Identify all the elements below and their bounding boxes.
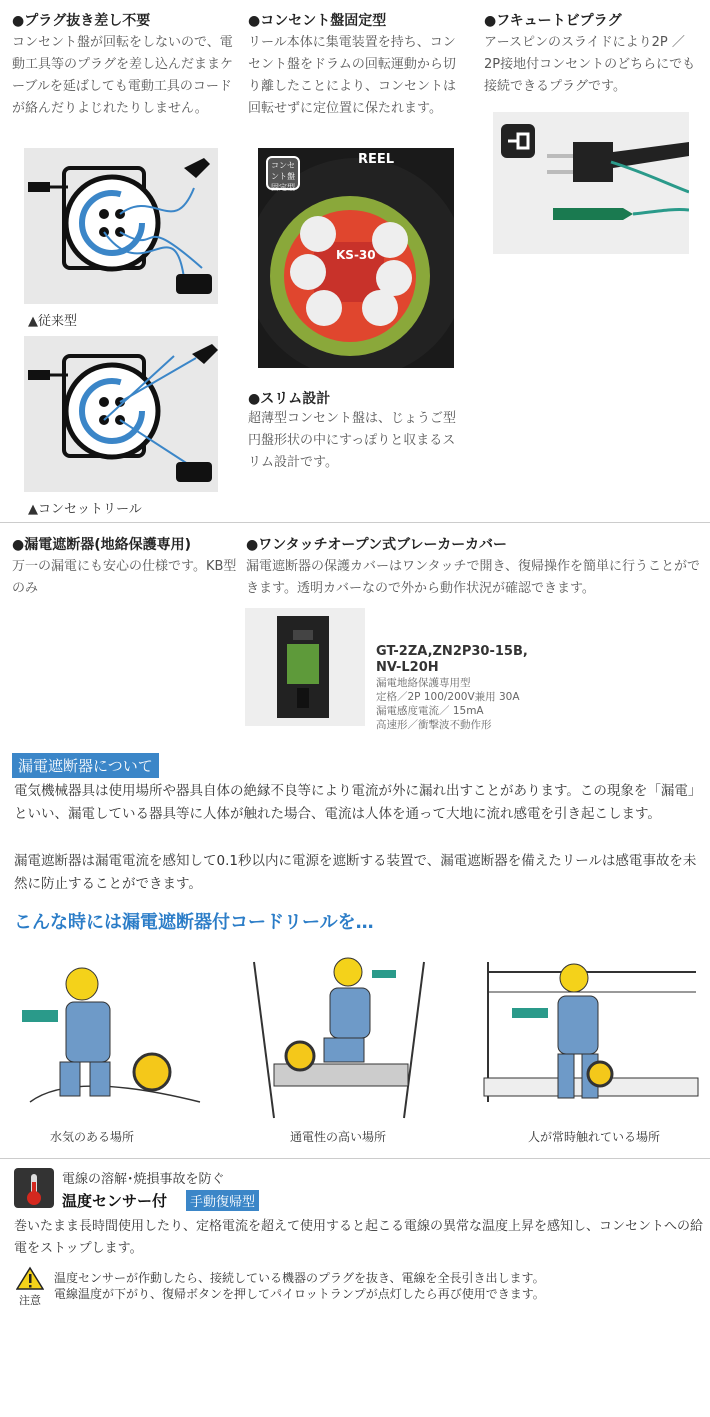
caption-conventional: ▲従来型 xyxy=(28,314,77,329)
reel-model-label: KS-30 xyxy=(336,248,376,262)
feature-title-fixed: ●コンセント盤固定型 xyxy=(248,13,387,29)
breaker-spec: 高速形／衝撃波不動作形 xyxy=(376,719,492,731)
warning-icon xyxy=(16,1266,44,1290)
feature-text-slim: 超薄型コンセント盤は、じょうご型円盤形状の中にすっぽりと収まるスリム設計です。 xyxy=(248,411,457,470)
sensor-text: 巻いたまま長時間使用したり、定格電流を超えて使用すると起こる電線の異常な温度上昇を感知し、コンセントへの給電をストップします。 xyxy=(14,1219,704,1256)
conventional-reel-diagram xyxy=(24,148,218,304)
breaker-specs xyxy=(376,676,520,732)
caution-line: 温度センサーが作動したら、接続している機器のプラグを抜き、電線を全長引き出します。 xyxy=(54,1271,545,1285)
scene-touch-place xyxy=(482,952,700,1122)
feature-text-tobi-plug: アースピンのスライドにより2P ／ 2P接地付コンセントのどちらにでも接続できるプラグです。 xyxy=(484,35,696,94)
feature-title-plug: ●プラグ抜き差し不要 xyxy=(12,13,151,29)
caption-outlet-reel: ▲コンセットリール xyxy=(28,502,142,517)
plug-photo xyxy=(493,112,689,254)
breaker-spec: 漏電感度電流／ 15mA xyxy=(376,705,484,717)
caution-lines xyxy=(54,1270,545,1302)
sensor-subtitle: 電線の溶解･焼損事故を防ぐ xyxy=(62,1172,225,1187)
breaker-model-line2: NV-L20H xyxy=(376,660,439,675)
fixed-type-badge: コンセント盤固定型 xyxy=(266,156,300,190)
feature-text-cover: 漏電遮断器の保護カバーはワンタッチで開き、復帰操作を簡単に行うことができます。透明カバーなので外から動作状況が確認できます。 xyxy=(246,559,700,596)
reel-photo xyxy=(258,148,454,368)
feature-title-tobi-plug: ●フキュートビプラグ xyxy=(484,13,622,29)
scene-label-touch: 人が常時触れている場所 xyxy=(528,1130,661,1144)
scene-conductive-place xyxy=(244,952,438,1122)
scene-label-wet: 水気のある場所 xyxy=(50,1130,135,1144)
feature-text-fixed: リール本体に集電装置を持ち、コンセント盤をドラムの回転運動から切り離したことにより、コンセントは回転せずに定位置に保たれます。 xyxy=(248,35,457,116)
breaker-model xyxy=(376,644,528,676)
about-heading: 漏電遮断器について xyxy=(12,753,159,778)
breaker-model-line1: GT-2ZA,ZN2P30-15B, xyxy=(376,644,528,659)
about-paragraph-1: 電気機械器具は使用場所や器具自体の絶縁不良等により電流が外に漏れ出すことがあります。この現象を「漏電」といい、漏電している器具等に人体が触れた場合、電流は人体を通って大地に流れ感電を引き起こします。 xyxy=(14,783,702,822)
usage-heading: こんな時には漏電遮断器付コードリールを… xyxy=(14,912,374,933)
thermometer-icon xyxy=(14,1168,54,1208)
feature-text-leakage: 万一の漏電にも安心の仕様です。KB型のみ xyxy=(12,559,237,596)
breaker-spec: 定格／2P 100/200V兼用 30A xyxy=(376,691,520,703)
feature-title-leakage: ●漏電遮断器(地絡保護専用) xyxy=(12,537,192,553)
outlet-reel-diagram xyxy=(24,336,218,492)
feature-text-plug: コンセント盤が回転をしないので、電動工具等のプラグを差し込んだままケーブルを延ばしても電動工具のコードが絡んだりよじれたりしません。 xyxy=(12,35,234,116)
caution-line: 電線温度が下がり、復帰ボタンを押してパイロットランプが点灯したら再び使用できます。 xyxy=(54,1287,545,1301)
caution-label: 注意 xyxy=(19,1294,41,1307)
caution-block xyxy=(16,1266,44,1306)
feature-title-cover: ●ワンタッチオープン式ブレーカーカバー xyxy=(246,537,507,553)
sensor-badge: 手動復帰型 xyxy=(186,1190,259,1211)
reel-brand-text: REEL xyxy=(358,152,395,167)
breaker-spec: 漏電地絡保護専用型 xyxy=(376,677,471,689)
scene-label-conductive: 通電性の高い場所 xyxy=(290,1130,387,1144)
feature-title-slim: ●スリム設計 xyxy=(248,391,331,407)
breaker-photo xyxy=(245,608,365,726)
sensor-title: 温度センサー付 xyxy=(62,1192,168,1210)
about-paragraph-2: 漏電遮断器は漏電電流を感知して0.1秒以内に電源を遮断する装置で、漏電遮断器を備えたリールは感電事故を未然に防止することができます。 xyxy=(14,853,697,892)
scene-wet-place xyxy=(10,952,210,1122)
